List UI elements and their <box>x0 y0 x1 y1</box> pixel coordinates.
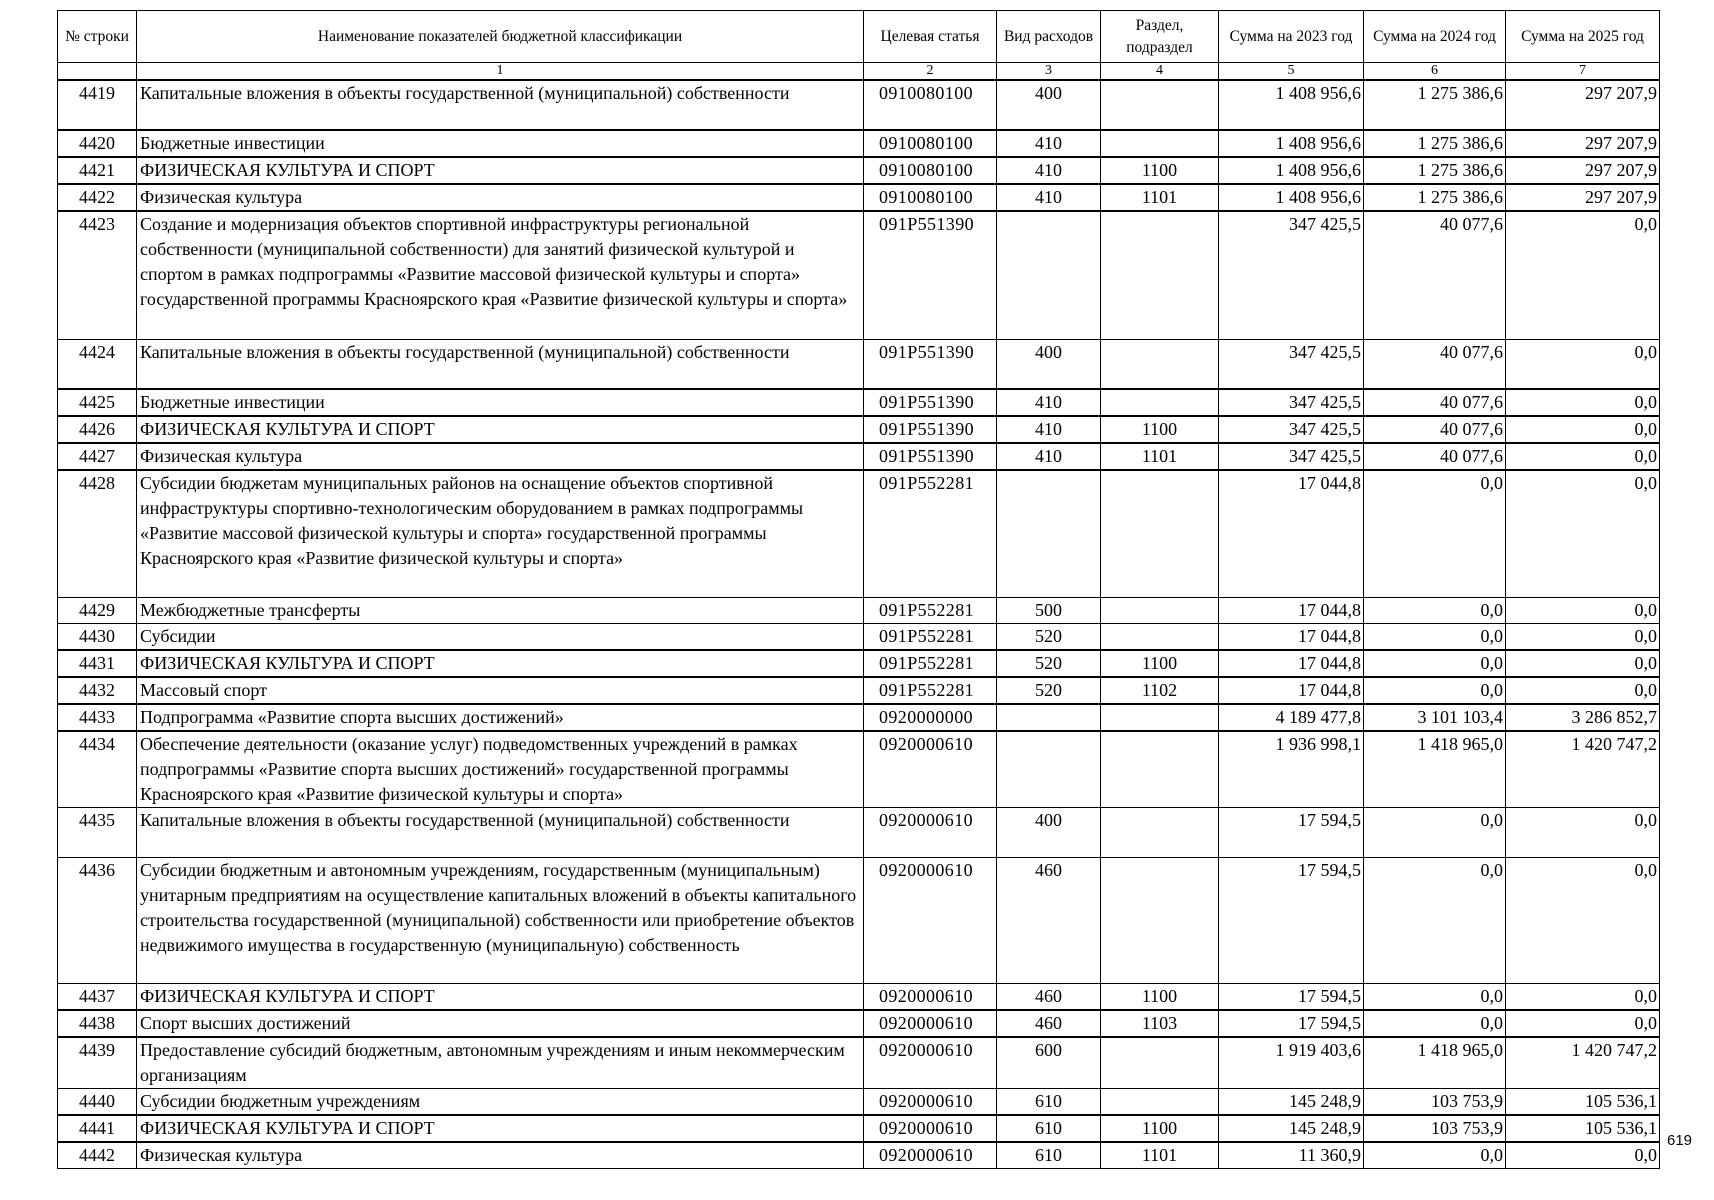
row-target-article: 091P552281 <box>864 677 997 704</box>
table-row <box>58 650 1660 677</box>
row-expense-kind <box>997 731 1101 808</box>
row-target-article: 0910080100 <box>864 157 997 184</box>
row-sum-2024: 0,0 <box>1364 1142 1506 1169</box>
row-expense-kind: 460 <box>997 983 1101 1010</box>
row-sum-2025: 0,0 <box>1506 470 1660 597</box>
row-name: ФИЗИЧЕСКАЯ КУЛЬТУРА И СПОРТ <box>137 983 864 1010</box>
row-number: 4432 <box>58 677 137 704</box>
row-name: Создание и модернизация объектов спортивной инфраструктуры региональной собственности (муниципальной собственности) для занятий физической культурой и спортом в рамках подпрограммы «Развитие массовой физической культуры и спорта» государственной программы Красноярского края «Развитие физической культуры и спорта» <box>137 211 864 339</box>
row-sum-2023: 11 360,9 <box>1219 1142 1364 1169</box>
table-row <box>58 1142 1660 1169</box>
row-sum-2023: 17 044,8 <box>1219 677 1364 704</box>
row-sum-2025: 0,0 <box>1506 807 1660 857</box>
row-target-article: 091P552281 <box>864 470 997 597</box>
row-expense-kind: 520 <box>997 623 1101 650</box>
row-sum-2025: 105 536,1 <box>1506 1115 1660 1142</box>
row-sum-2023: 17 594,5 <box>1219 1010 1364 1037</box>
row-number: 4433 <box>58 704 137 731</box>
row-target-article: 0910080100 <box>864 80 997 130</box>
row-sum-2024: 103 753,9 <box>1364 1115 1506 1142</box>
row-sum-2025: 1 420 747,2 <box>1506 731 1660 808</box>
row-section <box>1101 470 1219 597</box>
row-number: 4422 <box>58 184 137 211</box>
row-number: 4428 <box>58 470 137 597</box>
row-sum-2025: 0,0 <box>1506 443 1660 470</box>
header-sum-2024: Сумма на 2024 год <box>1364 11 1506 63</box>
table-row <box>58 857 1660 983</box>
row-sum-2025: 297 207,9 <box>1506 184 1660 211</box>
table-body <box>58 80 1660 1168</box>
row-sum-2023: 1 408 956,6 <box>1219 130 1364 157</box>
table-row <box>58 211 1660 339</box>
column-number <box>58 63 137 81</box>
row-section <box>1101 597 1219 623</box>
row-sum-2024: 1 275 386,6 <box>1364 130 1506 157</box>
table-row <box>58 157 1660 184</box>
row-name: Массовый спорт <box>137 677 864 704</box>
row-sum-2023: 145 248,9 <box>1219 1088 1364 1115</box>
header-row-number: № строки <box>58 11 137 63</box>
row-number: 4427 <box>58 443 137 470</box>
row-target-article: 0920000610 <box>864 1088 997 1115</box>
table-row <box>58 597 1660 623</box>
row-number: 4421 <box>58 157 137 184</box>
row-target-article: 091P551390 <box>864 443 997 470</box>
row-sum-2024: 0,0 <box>1364 677 1506 704</box>
row-sum-2023: 347 425,5 <box>1219 389 1364 416</box>
row-section: 1103 <box>1101 1010 1219 1037</box>
row-section: 1101 <box>1101 1142 1219 1169</box>
row-name: Физическая культура <box>137 1142 864 1169</box>
row-sum-2024: 40 077,6 <box>1364 339 1506 389</box>
row-sum-2024: 0,0 <box>1364 807 1506 857</box>
row-name: Бюджетные инвестиции <box>137 389 864 416</box>
row-target-article: 0920000610 <box>864 1115 997 1142</box>
row-section <box>1101 857 1219 983</box>
row-expense-kind: 610 <box>997 1115 1101 1142</box>
page-number: 619 <box>1667 1132 1693 1149</box>
row-target-article: 0920000610 <box>864 807 997 857</box>
row-number: 4435 <box>58 807 137 857</box>
row-target-article: 091P551390 <box>864 211 997 339</box>
row-number: 4438 <box>58 1010 137 1037</box>
row-sum-2025: 1 420 747,2 <box>1506 1037 1660 1089</box>
table-row <box>58 1088 1660 1115</box>
row-name: ФИЗИЧЕСКАЯ КУЛЬТУРА И СПОРТ <box>137 1115 864 1142</box>
row-target-article: 091P552281 <box>864 623 997 650</box>
row-section: 1100 <box>1101 983 1219 1010</box>
row-name: Обеспечение деятельности (оказание услуг) подведомственных учреждений в рамках подпрограммы «Развитие спорта высших достижений» государственной программы Красноярского края «Развитие физической культуры и спорта» <box>137 731 864 808</box>
header-expense-kind: Вид расходов <box>997 11 1101 63</box>
row-sum-2023: 145 248,9 <box>1219 1115 1364 1142</box>
row-sum-2023: 17 044,8 <box>1219 650 1364 677</box>
header-indicator-name: Наименование показателей бюджетной классификации <box>137 11 864 63</box>
table-row <box>58 184 1660 211</box>
row-name: Субсидии бюджетным и автономным учреждениям, государственным (муниципальным) унитарным предприятиям на осуществление капитальных вложений в объекты капитального строительства государственной (муниципальной) собственности или приобретение объектов недвижимого имущества в государственную (муниципальную) собственность <box>137 857 864 983</box>
table-row <box>58 416 1660 443</box>
row-number: 4439 <box>58 1037 137 1089</box>
row-section <box>1101 80 1219 130</box>
row-expense-kind: 610 <box>997 1088 1101 1115</box>
row-sum-2023: 1 408 956,6 <box>1219 80 1364 130</box>
row-sum-2023: 17 044,8 <box>1219 623 1364 650</box>
row-section <box>1101 1037 1219 1089</box>
row-name: Подпрограмма «Развитие спорта высших достижений» <box>137 704 864 731</box>
row-sum-2025: 0,0 <box>1506 1142 1660 1169</box>
row-name: Спорт высших достижений <box>137 1010 864 1037</box>
column-number: 7 <box>1506 63 1660 81</box>
row-sum-2023: 17 594,5 <box>1219 807 1364 857</box>
row-number: 4420 <box>58 130 137 157</box>
table-row <box>58 677 1660 704</box>
column-number: 6 <box>1364 63 1506 81</box>
row-section <box>1101 623 1219 650</box>
row-target-article: 091P551390 <box>864 416 997 443</box>
row-number: 4434 <box>58 731 137 808</box>
row-sum-2023: 1 936 998,1 <box>1219 731 1364 808</box>
row-sum-2025: 3 286 852,7 <box>1506 704 1660 731</box>
row-sum-2025: 105 536,1 <box>1506 1088 1660 1115</box>
row-number: 4425 <box>58 389 137 416</box>
row-sum-2023: 1 919 403,6 <box>1219 1037 1364 1089</box>
row-sum-2024: 1 275 386,6 <box>1364 80 1506 130</box>
row-sum-2025: 0,0 <box>1506 597 1660 623</box>
row-sum-2024: 0,0 <box>1364 857 1506 983</box>
row-section: 1100 <box>1101 650 1219 677</box>
row-number: 4430 <box>58 623 137 650</box>
table-row <box>58 80 1660 130</box>
row-sum-2024: 0,0 <box>1364 1010 1506 1037</box>
row-expense-kind: 460 <box>997 1010 1101 1037</box>
column-number: 5 <box>1219 63 1364 81</box>
row-target-article: 091P551390 <box>864 389 997 416</box>
row-section <box>1101 704 1219 731</box>
row-sum-2025: 0,0 <box>1506 389 1660 416</box>
header-sum-2023: Сумма на 2023 год <box>1219 11 1364 63</box>
row-expense-kind: 500 <box>997 597 1101 623</box>
row-sum-2023: 17 044,8 <box>1219 470 1364 597</box>
row-number: 4423 <box>58 211 137 339</box>
row-number: 4424 <box>58 339 137 389</box>
row-number: 4436 <box>58 857 137 983</box>
table-row <box>58 704 1660 731</box>
table-row <box>58 443 1660 470</box>
row-name: Межбюджетные трансферты <box>137 597 864 623</box>
column-number: 4 <box>1101 63 1219 81</box>
row-sum-2023: 347 425,5 <box>1219 443 1364 470</box>
column-number-row <box>58 63 1660 81</box>
row-expense-kind: 410 <box>997 184 1101 211</box>
row-section <box>1101 1088 1219 1115</box>
row-section <box>1101 389 1219 416</box>
column-number: 1 <box>137 63 864 81</box>
row-section: 1101 <box>1101 184 1219 211</box>
row-section <box>1101 130 1219 157</box>
row-section <box>1101 807 1219 857</box>
row-sum-2025: 0,0 <box>1506 650 1660 677</box>
row-name: Капитальные вложения в объекты государственной (муниципальной) собственности <box>137 339 864 389</box>
row-target-article: 0910080100 <box>864 184 997 211</box>
row-expense-kind: 400 <box>997 80 1101 130</box>
header-target-article: Целевая статья <box>864 11 997 63</box>
row-sum-2024: 103 753,9 <box>1364 1088 1506 1115</box>
table-row <box>58 470 1660 597</box>
row-expense-kind: 400 <box>997 339 1101 389</box>
row-number: 4429 <box>58 597 137 623</box>
row-sum-2024: 0,0 <box>1364 470 1506 597</box>
row-expense-kind: 610 <box>997 1142 1101 1169</box>
row-sum-2025: 0,0 <box>1506 983 1660 1010</box>
row-section: 1100 <box>1101 157 1219 184</box>
row-target-article: 091P552281 <box>864 650 997 677</box>
row-sum-2023: 17 594,5 <box>1219 983 1364 1010</box>
row-sum-2025: 297 207,9 <box>1506 157 1660 184</box>
row-sum-2024: 0,0 <box>1364 983 1506 1010</box>
row-section: 1100 <box>1101 416 1219 443</box>
column-number: 2 <box>864 63 997 81</box>
row-name: Физическая культура <box>137 443 864 470</box>
row-name: Физическая культура <box>137 184 864 211</box>
header-sum-2025: Сумма на 2025 год <box>1506 11 1660 63</box>
row-sum-2025: 0,0 <box>1506 339 1660 389</box>
row-number: 4440 <box>58 1088 137 1115</box>
row-name: ФИЗИЧЕСКАЯ КУЛЬТУРА И СПОРТ <box>137 416 864 443</box>
row-expense-kind <box>997 704 1101 731</box>
row-expense-kind: 460 <box>997 857 1101 983</box>
row-sum-2023: 17 594,5 <box>1219 857 1364 983</box>
row-target-article: 0920000610 <box>864 983 997 1010</box>
row-sum-2024: 40 077,6 <box>1364 211 1506 339</box>
table-header-row <box>58 11 1660 63</box>
row-sum-2024: 1 275 386,6 <box>1364 157 1506 184</box>
row-sum-2024: 0,0 <box>1364 597 1506 623</box>
row-target-article: 0910080100 <box>864 130 997 157</box>
table-row <box>58 807 1660 857</box>
row-expense-kind: 410 <box>997 157 1101 184</box>
table-row <box>58 983 1660 1010</box>
table-row <box>58 1037 1660 1089</box>
table-row <box>58 623 1660 650</box>
row-name: Субсидии бюджетам муниципальных районов на оснащение объектов спортивной инфраструктуры спортивно-технологическим оборудованием в рамках подпрограммы «Развитие массовой физической культуры и спорта» государственной программы Красноярского края «Развитие физической культуры и спорта» <box>137 470 864 597</box>
row-number: 4442 <box>58 1142 137 1169</box>
row-target-article: 0920000610 <box>864 857 997 983</box>
row-sum-2024: 40 077,6 <box>1364 443 1506 470</box>
row-expense-kind <box>997 470 1101 597</box>
row-number: 4426 <box>58 416 137 443</box>
row-target-article: 0920000610 <box>864 1037 997 1089</box>
table-row <box>58 389 1660 416</box>
row-name: Субсидии <box>137 623 864 650</box>
row-sum-2025: 0,0 <box>1506 416 1660 443</box>
row-target-article: 091P551390 <box>864 339 997 389</box>
row-sum-2024: 1 418 965,0 <box>1364 731 1506 808</box>
row-sum-2025: 0,0 <box>1506 1010 1660 1037</box>
row-sum-2025: 0,0 <box>1506 623 1660 650</box>
row-sum-2023: 347 425,5 <box>1219 339 1364 389</box>
row-expense-kind: 400 <box>997 807 1101 857</box>
row-expense-kind: 520 <box>997 677 1101 704</box>
row-name: ФИЗИЧЕСКАЯ КУЛЬТУРА И СПОРТ <box>137 157 864 184</box>
row-sum-2023: 4 189 477,8 <box>1219 704 1364 731</box>
row-sum-2023: 1 408 956,6 <box>1219 157 1364 184</box>
row-sum-2025: 0,0 <box>1506 211 1660 339</box>
table-row <box>58 731 1660 808</box>
row-sum-2023: 347 425,5 <box>1219 416 1364 443</box>
row-expense-kind <box>997 211 1101 339</box>
row-sum-2024: 0,0 <box>1364 650 1506 677</box>
row-target-article: 0920000610 <box>864 1010 997 1037</box>
row-number: 4419 <box>58 80 137 130</box>
row-sum-2024: 3 101 103,4 <box>1364 704 1506 731</box>
row-sum-2024: 40 077,6 <box>1364 389 1506 416</box>
row-expense-kind: 600 <box>997 1037 1101 1089</box>
row-expense-kind: 410 <box>997 389 1101 416</box>
row-expense-kind: 520 <box>997 650 1101 677</box>
row-name: Капитальные вложения в объекты государственной (муниципальной) собственности <box>137 807 864 857</box>
row-expense-kind: 410 <box>997 443 1101 470</box>
row-target-article: 0920000000 <box>864 704 997 731</box>
row-name: Предоставление субсидий бюджетным, автономным учреждениям и иным некоммерческим организациям <box>137 1037 864 1089</box>
row-section <box>1101 211 1219 339</box>
row-number: 4437 <box>58 983 137 1010</box>
table-row <box>58 130 1660 157</box>
row-section <box>1101 339 1219 389</box>
row-section <box>1101 731 1219 808</box>
row-sum-2025: 297 207,9 <box>1506 80 1660 130</box>
row-target-article: 091P552281 <box>864 597 997 623</box>
budget-classification-table <box>57 10 1660 1169</box>
row-name: Бюджетные инвестиции <box>137 130 864 157</box>
row-name: ФИЗИЧЕСКАЯ КУЛЬТУРА И СПОРТ <box>137 650 864 677</box>
row-sum-2024: 1 418 965,0 <box>1364 1037 1506 1089</box>
row-sum-2025: 0,0 <box>1506 677 1660 704</box>
row-number: 4431 <box>58 650 137 677</box>
row-name: Капитальные вложения в объекты государственной (муниципальной) собственности <box>137 80 864 130</box>
row-sum-2025: 297 207,9 <box>1506 130 1660 157</box>
row-sum-2024: 1 275 386,6 <box>1364 184 1506 211</box>
table-row <box>58 339 1660 389</box>
row-sum-2024: 0,0 <box>1364 623 1506 650</box>
row-expense-kind: 410 <box>997 130 1101 157</box>
table-row <box>58 1010 1660 1037</box>
header-section: Раздел, подраздел <box>1101 11 1219 63</box>
column-number: 3 <box>997 63 1101 81</box>
row-target-article: 0920000610 <box>864 1142 997 1169</box>
row-number: 4441 <box>58 1115 137 1142</box>
row-section: 1100 <box>1101 1115 1219 1142</box>
row-target-article: 0920000610 <box>864 731 997 808</box>
row-sum-2023: 1 408 956,6 <box>1219 184 1364 211</box>
row-sum-2023: 17 044,8 <box>1219 597 1364 623</box>
row-section: 1101 <box>1101 443 1219 470</box>
row-expense-kind: 410 <box>997 416 1101 443</box>
row-sum-2025: 0,0 <box>1506 857 1660 983</box>
row-section: 1102 <box>1101 677 1219 704</box>
row-sum-2024: 40 077,6 <box>1364 416 1506 443</box>
row-sum-2023: 347 425,5 <box>1219 211 1364 339</box>
row-name: Субсидии бюджетным учреждениям <box>137 1088 864 1115</box>
table-row <box>58 1115 1660 1142</box>
